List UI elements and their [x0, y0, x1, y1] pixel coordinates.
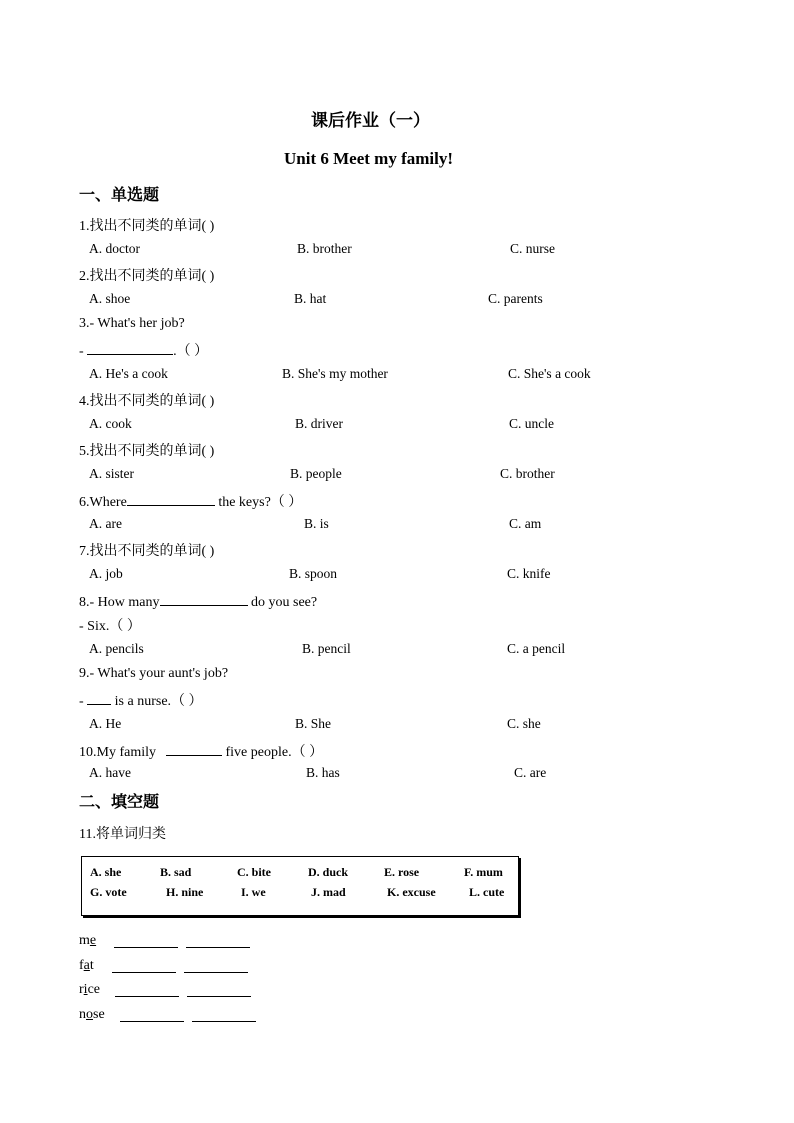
question-1: 1.找出不同类的单词( )	[79, 219, 215, 234]
word-box-item: J. mad	[311, 885, 346, 899]
word-box-item: G. vote	[90, 885, 127, 899]
q1-option-a[interactable]: A. doctor	[89, 241, 140, 256]
q9-option-c[interactable]: C. she	[507, 716, 541, 731]
section-fill-in: 二、填空题	[79, 794, 160, 811]
answer-blank[interactable]	[87, 690, 111, 705]
question-5: 5.找出不同类的单词( )	[79, 444, 215, 459]
q1-option-b[interactable]: B. brother	[297, 241, 352, 256]
word-box-item: F. mum	[464, 865, 503, 879]
q7-option-b[interactable]: B. spoon	[289, 566, 338, 581]
q2-option-b[interactable]: B. hat	[294, 291, 327, 306]
q5-option-b[interactable]: B. people	[290, 466, 342, 481]
sort-blank[interactable]	[115, 982, 179, 997]
sort-blank[interactable]	[114, 933, 178, 948]
sort-row-rice: rice	[79, 982, 100, 997]
q9-option-b[interactable]: B. She	[295, 716, 332, 731]
question-7: 7.找出不同类的单词( )	[79, 544, 215, 559]
word-box-item: A. she	[90, 865, 122, 879]
answer-blank[interactable]	[87, 340, 173, 355]
word-box-item: L. cute	[469, 885, 505, 899]
q9-option-a[interactable]: A. He	[89, 716, 122, 731]
q8-option-c[interactable]: C. a pencil	[507, 641, 566, 656]
question-2: 2.找出不同类的单词( )	[79, 269, 215, 284]
word-box-item: C. bite	[237, 865, 271, 879]
sort-blank[interactable]	[184, 958, 248, 973]
question-10: 10.My family five people.（ ）	[79, 741, 323, 761]
question-4: 4.找出不同类的单词( )	[79, 394, 215, 409]
question-11: 11.将单词归类	[79, 827, 166, 842]
question-6: 6.Where the keys?（ ）	[79, 491, 302, 511]
q7-option-c[interactable]: C. knife	[507, 566, 551, 581]
q10-option-b[interactable]: B. has	[306, 765, 340, 780]
word-box-item: D. duck	[308, 865, 349, 879]
q5-option-a[interactable]: A. sister	[89, 466, 134, 481]
sort-blank[interactable]	[192, 1007, 256, 1022]
word-box-item: K. excuse	[387, 885, 436, 899]
sort-row-fat: fat	[79, 958, 94, 973]
sort-blank[interactable]	[112, 958, 176, 973]
section-single-choice: 一、单选题	[79, 187, 160, 204]
q2-option-a[interactable]: A. shoe	[89, 291, 131, 306]
word-box-item: B. sad	[160, 865, 192, 879]
sort-blank[interactable]	[120, 1007, 184, 1022]
q1-option-c[interactable]: C. nurse	[510, 241, 555, 256]
q3-option-a[interactable]: A. He's a cook	[89, 366, 168, 381]
word-box-item: I. we	[241, 885, 266, 899]
question-3-answer-line: - .（ ）	[79, 340, 208, 360]
q10-option-a[interactable]: A. have	[89, 765, 131, 780]
word-box-item: H. nine	[166, 885, 204, 899]
q4-option-c[interactable]: C. uncle	[509, 416, 554, 431]
sort-row-me: me	[79, 933, 97, 948]
question-8: 8.- How many do you see?	[79, 591, 317, 611]
q6-option-c[interactable]: C. am	[509, 516, 542, 531]
answer-blank[interactable]	[160, 591, 248, 606]
q4-option-a[interactable]: A. cook	[89, 416, 132, 431]
q6-option-a[interactable]: A. are	[89, 516, 122, 531]
q2-option-c[interactable]: C. parents	[488, 291, 543, 306]
answer-blank[interactable]	[127, 491, 215, 506]
sort-blank[interactable]	[186, 933, 250, 948]
q10-option-c[interactable]: C. are	[514, 765, 547, 780]
question-9: 9.- What's your aunt's job?	[79, 666, 229, 681]
sort-row-nose: nose	[79, 1007, 105, 1022]
q4-option-b[interactable]: B. driver	[295, 416, 343, 431]
question-3: 3.- What's her job?	[79, 316, 185, 331]
sort-blank[interactable]	[187, 982, 251, 997]
word-box	[81, 856, 519, 916]
q3-option-c[interactable]: C. She's a cook	[508, 366, 591, 381]
answer-blank[interactable]	[166, 741, 222, 756]
word-box-item: E. rose	[384, 865, 420, 879]
q8-option-a[interactable]: A. pencils	[89, 641, 144, 656]
q3-option-b[interactable]: B. She's my mother	[282, 366, 388, 381]
q7-option-a[interactable]: A. job	[89, 566, 123, 581]
question-9-answer-line: - is a nurse.（ ）	[79, 690, 203, 710]
question-8-answer-line: - Six.（ ）	[79, 619, 141, 634]
page-subtitle: Unit 6 Meet my family!	[284, 149, 454, 168]
q6-option-b[interactable]: B. is	[304, 516, 329, 531]
page-title: 课后作业（一）	[311, 111, 430, 130]
q5-option-c[interactable]: C. brother	[500, 466, 555, 481]
q8-option-b[interactable]: B. pencil	[302, 641, 351, 656]
